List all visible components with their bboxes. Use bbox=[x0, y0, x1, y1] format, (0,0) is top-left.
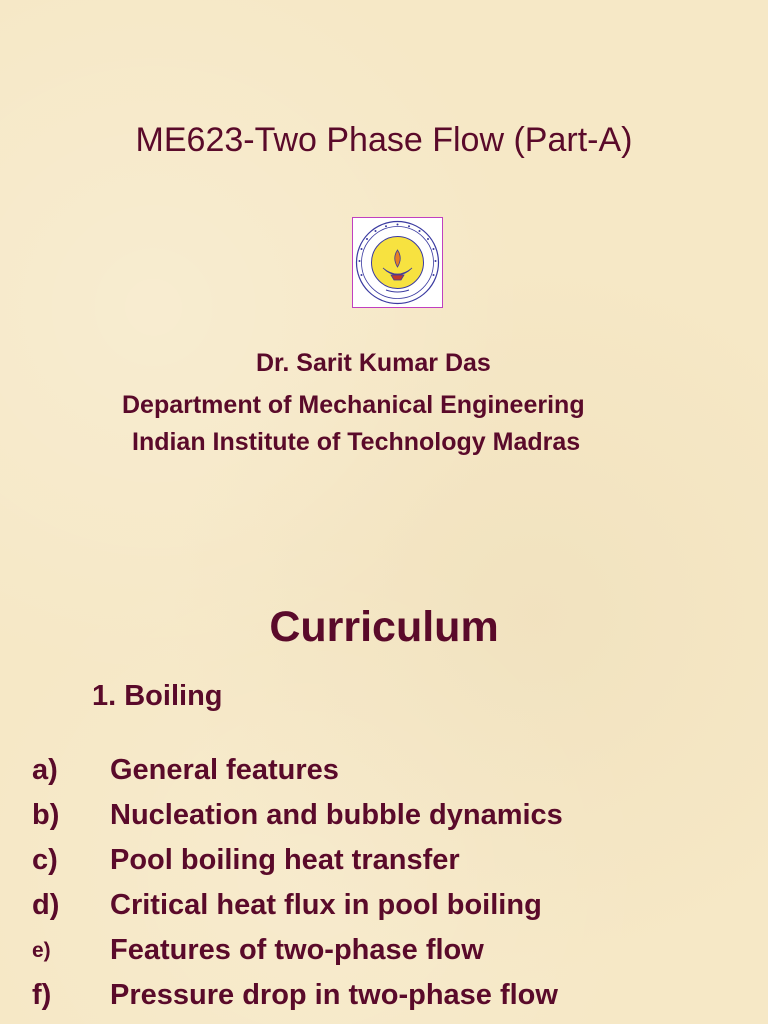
list-item bbox=[32, 973, 752, 1018]
course-title: ME623-Two Phase Flow (Part-A) bbox=[135, 121, 633, 159]
list-item-text: Nucleation and bubble dynamics bbox=[110, 799, 563, 831]
curriculum-topic-list bbox=[32, 748, 752, 1018]
list-item bbox=[32, 928, 752, 973]
list-item-text: General features bbox=[110, 754, 339, 786]
list-item-text: Pool boiling heat transfer bbox=[110, 844, 460, 876]
list-item-marker: c) bbox=[32, 844, 58, 876]
iit-madras-emblem-icon bbox=[353, 218, 442, 307]
list-item bbox=[32, 838, 752, 883]
list-item-text: Features of two-phase flow bbox=[110, 934, 484, 966]
list-item-marker: f) bbox=[32, 979, 52, 1011]
list-item-text: Critical heat flux in pool boiling bbox=[110, 889, 542, 921]
list-item bbox=[32, 793, 752, 838]
list-item-marker: b) bbox=[32, 799, 60, 831]
list-item-marker: e) bbox=[32, 939, 51, 962]
list-item-marker: d) bbox=[32, 889, 60, 921]
institute-logo bbox=[352, 217, 443, 308]
author-department: Department of Mechanical Engineering bbox=[122, 391, 585, 419]
list-item bbox=[32, 748, 752, 793]
curriculum-section-title: 1. Boiling bbox=[92, 680, 223, 712]
curriculum-heading: Curriculum bbox=[269, 603, 499, 651]
list-item-marker: a) bbox=[32, 754, 58, 786]
list-item bbox=[32, 883, 752, 928]
list-item-text: Pressure drop in two-phase flow bbox=[110, 979, 558, 1011]
author-institute: Indian Institute of Technology Madras bbox=[132, 428, 581, 456]
author-name: Dr. Sarit Kumar Das bbox=[256, 349, 491, 377]
